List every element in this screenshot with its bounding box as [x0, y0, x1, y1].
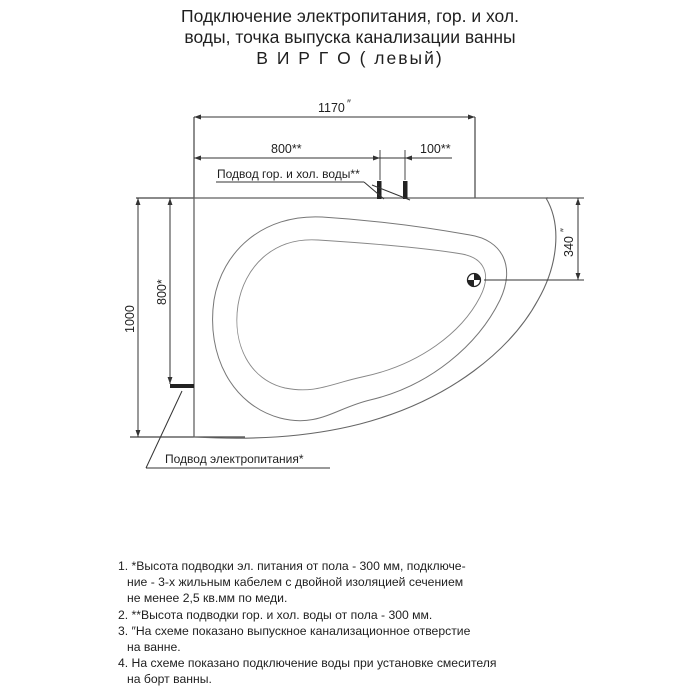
dimension-height-total-label: 1000: [123, 305, 137, 333]
note-4: [118, 655, 688, 687]
dimension-drain-offset-mark: ″: [559, 228, 571, 232]
note-3-line-1: 3. ″На схеме показано выпускное канализационное отверстие: [118, 623, 471, 638]
dimension-water-gap-label: 100**: [420, 142, 451, 156]
note-2-line-1: 2. **Высота подводки гор. и хол. воды от пола - 300 мм.: [118, 607, 433, 622]
dimension-total-width-label: 1170: [318, 101, 345, 115]
notes-list: [118, 558, 688, 688]
dimension-total-width: [194, 98, 475, 117]
power-supply-label: Подвод электропитания*: [165, 452, 304, 466]
note-1-line-3: не менее 2,5 кв.мм по меди.: [127, 591, 288, 606]
dimension-water-gap: [380, 142, 452, 180]
bathtub-basin-inner: [237, 240, 486, 390]
power-supply-callout: [146, 391, 330, 468]
dimension-drain-offset-label: 340: [562, 236, 576, 257]
note-3-line-2: на ванне.: [127, 640, 181, 655]
drain-outlet-icon: [468, 274, 481, 287]
note-4-line-2: на борт ванны.: [127, 672, 212, 687]
note-1-line-2: ние - 3-х жильным кабелем с двойной изоляцией сечением: [127, 575, 464, 590]
note-4-line-1: 4. На схеме показано подключение воды при установке смесителя: [118, 656, 497, 671]
note-3: [118, 623, 688, 655]
dimension-height-total: [123, 198, 138, 437]
dimension-water-offset-label: 800**: [271, 142, 302, 156]
power-connection-icon: [170, 384, 194, 388]
bathtub-basin-outer: [213, 217, 507, 421]
dimension-power-height: [155, 198, 170, 384]
title-line-3: В И Р Г О ( левый): [256, 48, 444, 68]
title-line-1: Подключение электропитания, гор. и хол.: [181, 6, 519, 26]
note-2: [118, 607, 688, 623]
water-supply-label: Подвод гор. и хол. воды**: [217, 167, 360, 181]
note-1: [118, 558, 688, 607]
title-line-2: воды, точка выпуска канализации ванны: [184, 27, 516, 47]
note-1-line-1: 1. *Высота подводки эл. питания от пола - 300 мм, подключе-: [118, 559, 466, 573]
dimension-drain-offset: [484, 198, 584, 280]
dimension-total-width-mark: ″: [347, 98, 351, 110]
dimension-power-height-label: 800*: [155, 279, 169, 305]
